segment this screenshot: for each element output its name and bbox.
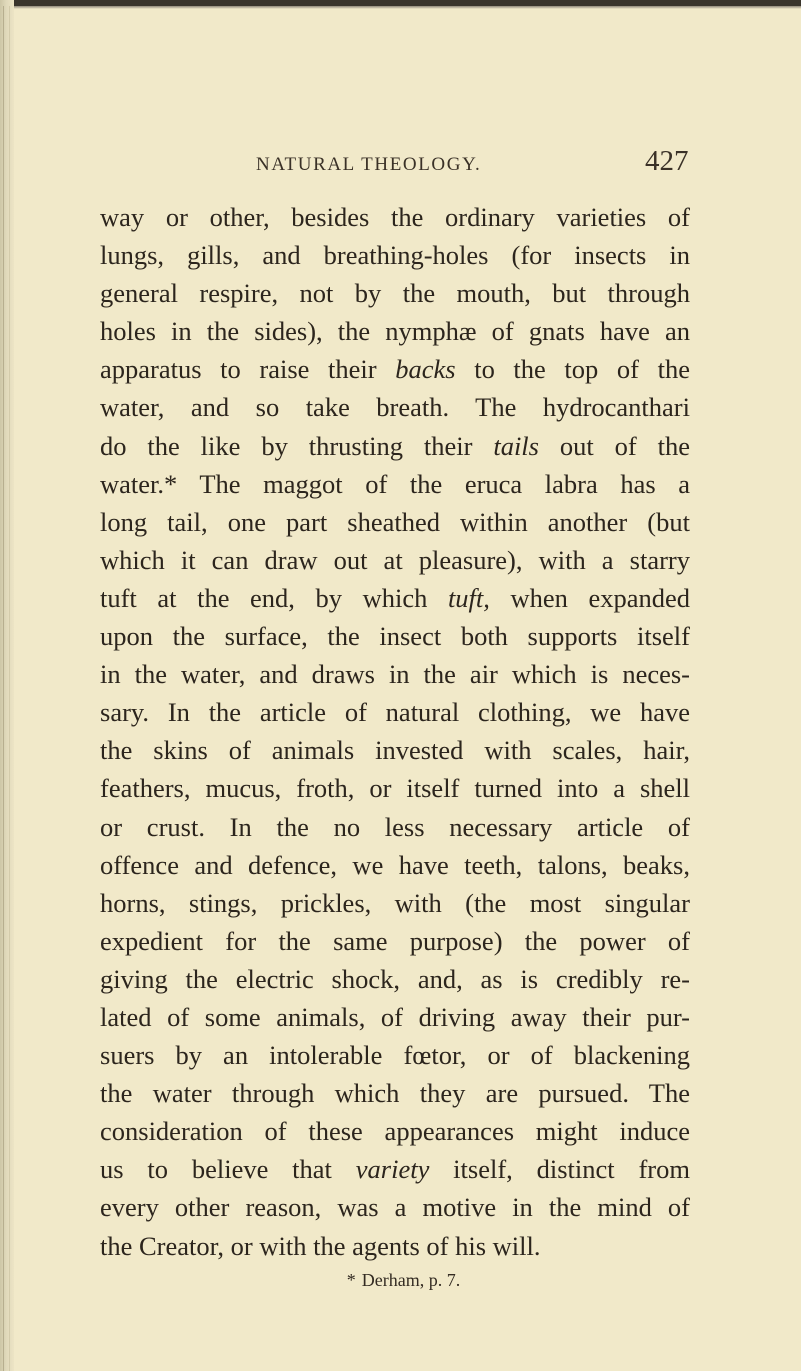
text-line: tuft at the end, by which tuft, when expanded — [100, 582, 691, 613]
emphasis: tails — [493, 430, 539, 461]
body-text — [100, 198, 690, 1265]
text-line: general respire, not by the mouth, but through — [100, 278, 690, 309]
emphasis: variety — [355, 1154, 430, 1185]
text-line: feathers, mucus, froth, or itself turned into a shell — [100, 773, 690, 804]
text-line: holes in the sides), the nymphæ of gnats have an — [100, 316, 690, 347]
gutter-line-inner — [9, 6, 10, 1371]
text-line: do the like by thrusting their tails out of the — [100, 430, 691, 461]
text-line: water.* The maggot of the eruca labra has a — [100, 468, 690, 499]
gutter-line — [3, 6, 4, 1371]
text-line: expedient for the same purpose) the power of — [100, 925, 690, 956]
text-line: us to believe that variety itself, distinct from — [100, 1154, 690, 1185]
text-line: in the water, and draws in the air which is neces- — [100, 659, 690, 690]
footnote — [0, 1270, 801, 1291]
text-line: the Creator, or with the agents of his will. — [100, 1230, 541, 1261]
page-number: 427 — [645, 145, 689, 177]
footnote-text: Derham, p. 7. — [361, 1270, 461, 1290]
emphasis: backs — [395, 354, 456, 385]
text-line: lated of some animals, of driving away their pur- — [100, 1001, 690, 1032]
text-line: upon the surface, the insect both supports itself — [100, 621, 690, 652]
text-line: the water through which they are pursued. The — [100, 1078, 690, 1109]
text-line: suers by an intolerable fœtor, or of blackening — [100, 1040, 690, 1071]
text-line: water, and so take breath. The hydrocanthari — [100, 392, 690, 423]
text-line: sary. In the article of natural clothing, we have — [100, 697, 690, 728]
text-line: giving the electric shock, and, as is credibly re- — [100, 963, 690, 994]
page-header — [0, 142, 801, 182]
footnote-marker: * — [346, 1270, 356, 1290]
text-line: offence and defence, we have teeth, talons, beaks, — [100, 849, 690, 880]
text-line: which it can draw out at pleasure), with a starry — [100, 544, 690, 575]
text-line: long tail, one part sheathed within another (but — [100, 506, 690, 537]
text-line: apparatus to raise their backs to the top of the — [100, 354, 690, 385]
text-line: consideration of these appearances might induce — [100, 1116, 690, 1147]
text-line: the skins of animals invested with scales, hair, — [100, 735, 690, 766]
text-line: every other reason, was a motive in the mind of — [100, 1192, 690, 1223]
scan-top-shadow — [0, 6, 801, 9]
text-line: lungs, gills, and breathing-holes (for insects in — [100, 240, 690, 271]
running-head: NATURAL THEOLOGY. — [256, 154, 482, 175]
text-line: or crust. In the no less necessary article of — [100, 811, 690, 842]
text-line: way or other, besides the ordinary varieties of — [100, 202, 690, 232]
text-line: horns, stings, prickles, with (the most singular — [100, 887, 690, 918]
emphasis: tuft, — [447, 582, 490, 613]
